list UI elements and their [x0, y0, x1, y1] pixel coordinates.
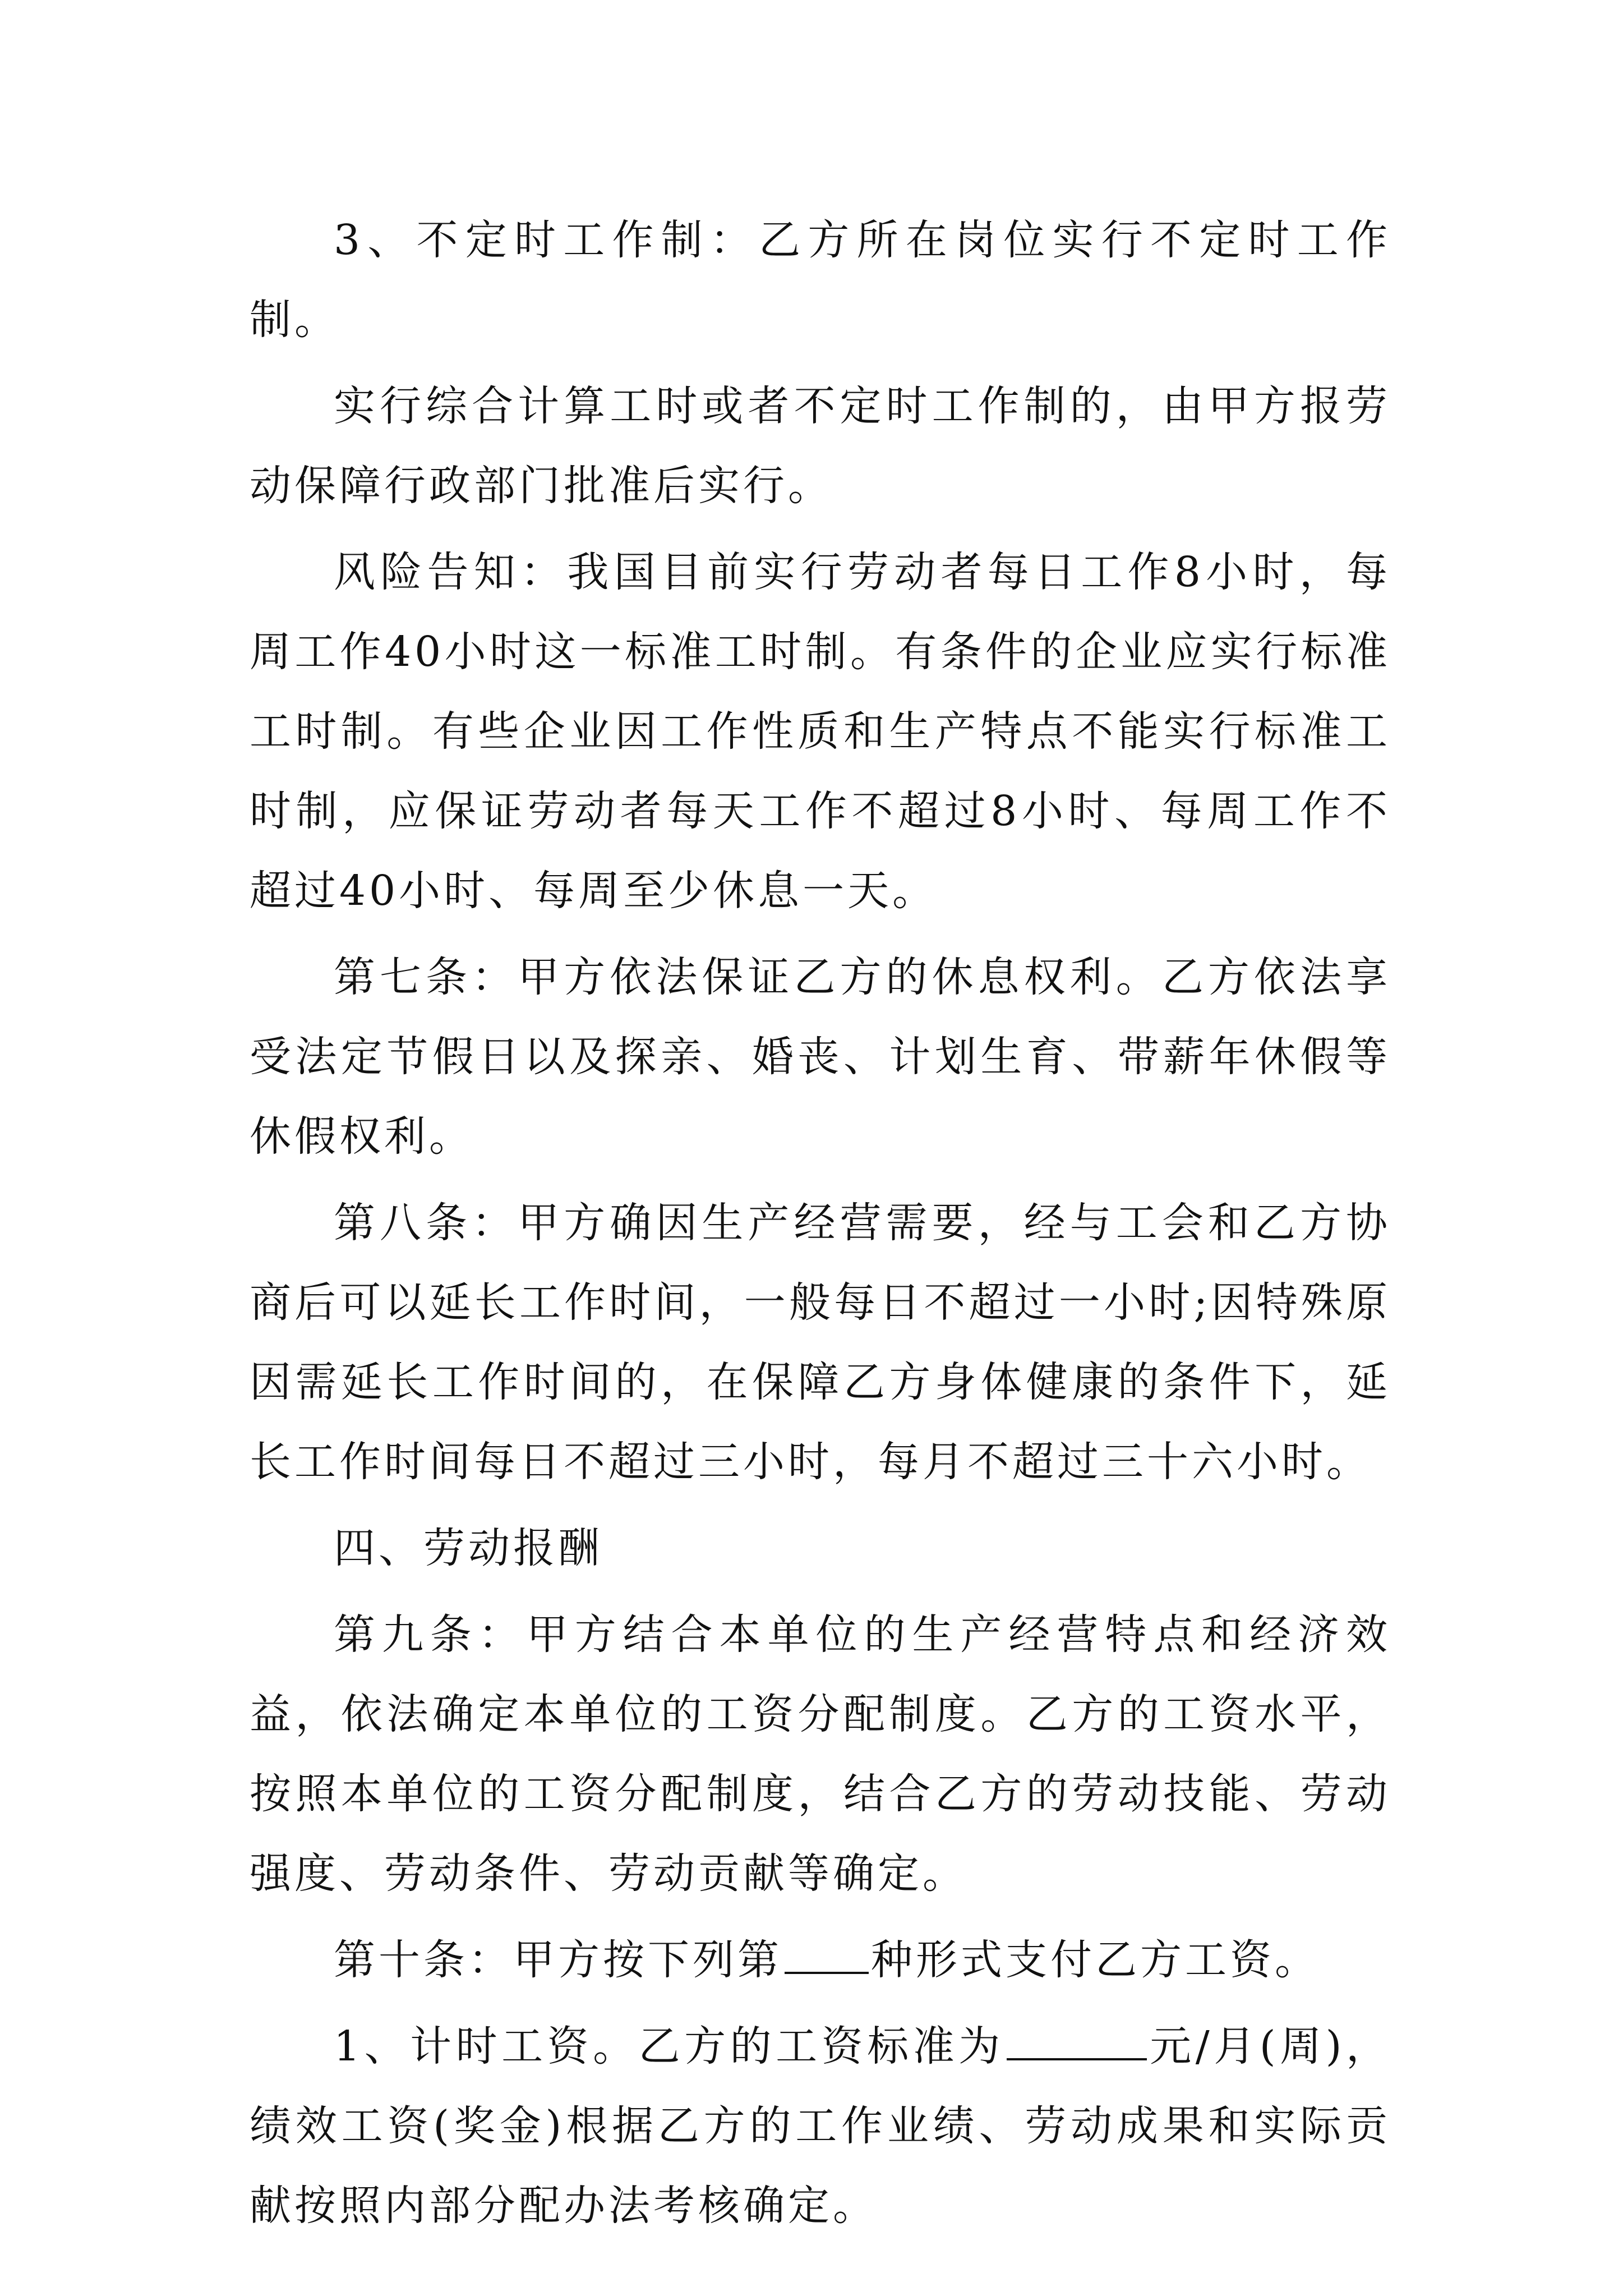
wage-standard-blank: [1007, 2019, 1147, 2060]
hourly-wage-text-after: 元/月(周)，绩效工资(奖金)根据乙方的工作业绩、劳动成果和实际贡献按照内部分配办法考核确定。: [250, 2022, 1391, 2230]
paragraph-flexible-hours: 3、不定时工作制：乙方所在岗位实行不定时工作制。: [250, 216, 1391, 344]
paragraph-article-9: 第九条：甲方结合本单位的生产经营特点和经济效益，依法确定本单位的工资分配制度。乙方的工资水平，按照本单位的工资分配制度，结合乙方的劳动技能、劳动强度、劳动条件、劳动贡献等确定。: [250, 1611, 1391, 1898]
document-body: [250, 200, 1391, 2252]
section-heading-remuneration: 四、劳动报酬: [334, 1524, 603, 1572]
paragraph-article-10: [250, 1920, 1391, 2000]
paragraph-article-8: 第八条：甲方确因生产经营需要，经与工会和乙方协商后可以延长工作时间，一般每日不超过一小时;因特殊原因需延长工作时间的，在保障乙方身体健康的条件下，延长工作时间每日不超过三小时，每月不超过三十六小时。: [250, 1199, 1391, 1486]
payment-form-blank: [785, 1932, 869, 1974]
paragraph-risk-notice: 风险告知：我国目前实行劳动者每日工作8小时，每周工作40小时这一标准工时制。有条件的企业应实行标准工时制。有些企业因工作性质和生产特点不能实行标准工时制，应保证劳动者每天工作不超过8小时、每周工作不超过40小时、每周至少休息一天。: [250, 548, 1391, 915]
article-10-text-after: 种形式支付乙方工资。: [871, 1936, 1320, 1984]
paragraph-approval: 实行综合计算工时或者不定时工作制的，由甲方报劳动保障行政部门批准后实行。: [250, 382, 1391, 510]
paragraph-article-7: 第七条：甲方依法保证乙方的休息权利。乙方依法享受法定节假日以及探亲、婚丧、计划生育、带薪年休假等休假权利。: [250, 953, 1391, 1161]
hourly-wage-text-before: 1、计时工资。乙方的工资标准为: [334, 2022, 1004, 2070]
paragraph-hourly-wage: [250, 2007, 1391, 2246]
article-10-text-before: 第十条：甲方按下列第: [334, 1936, 782, 1984]
